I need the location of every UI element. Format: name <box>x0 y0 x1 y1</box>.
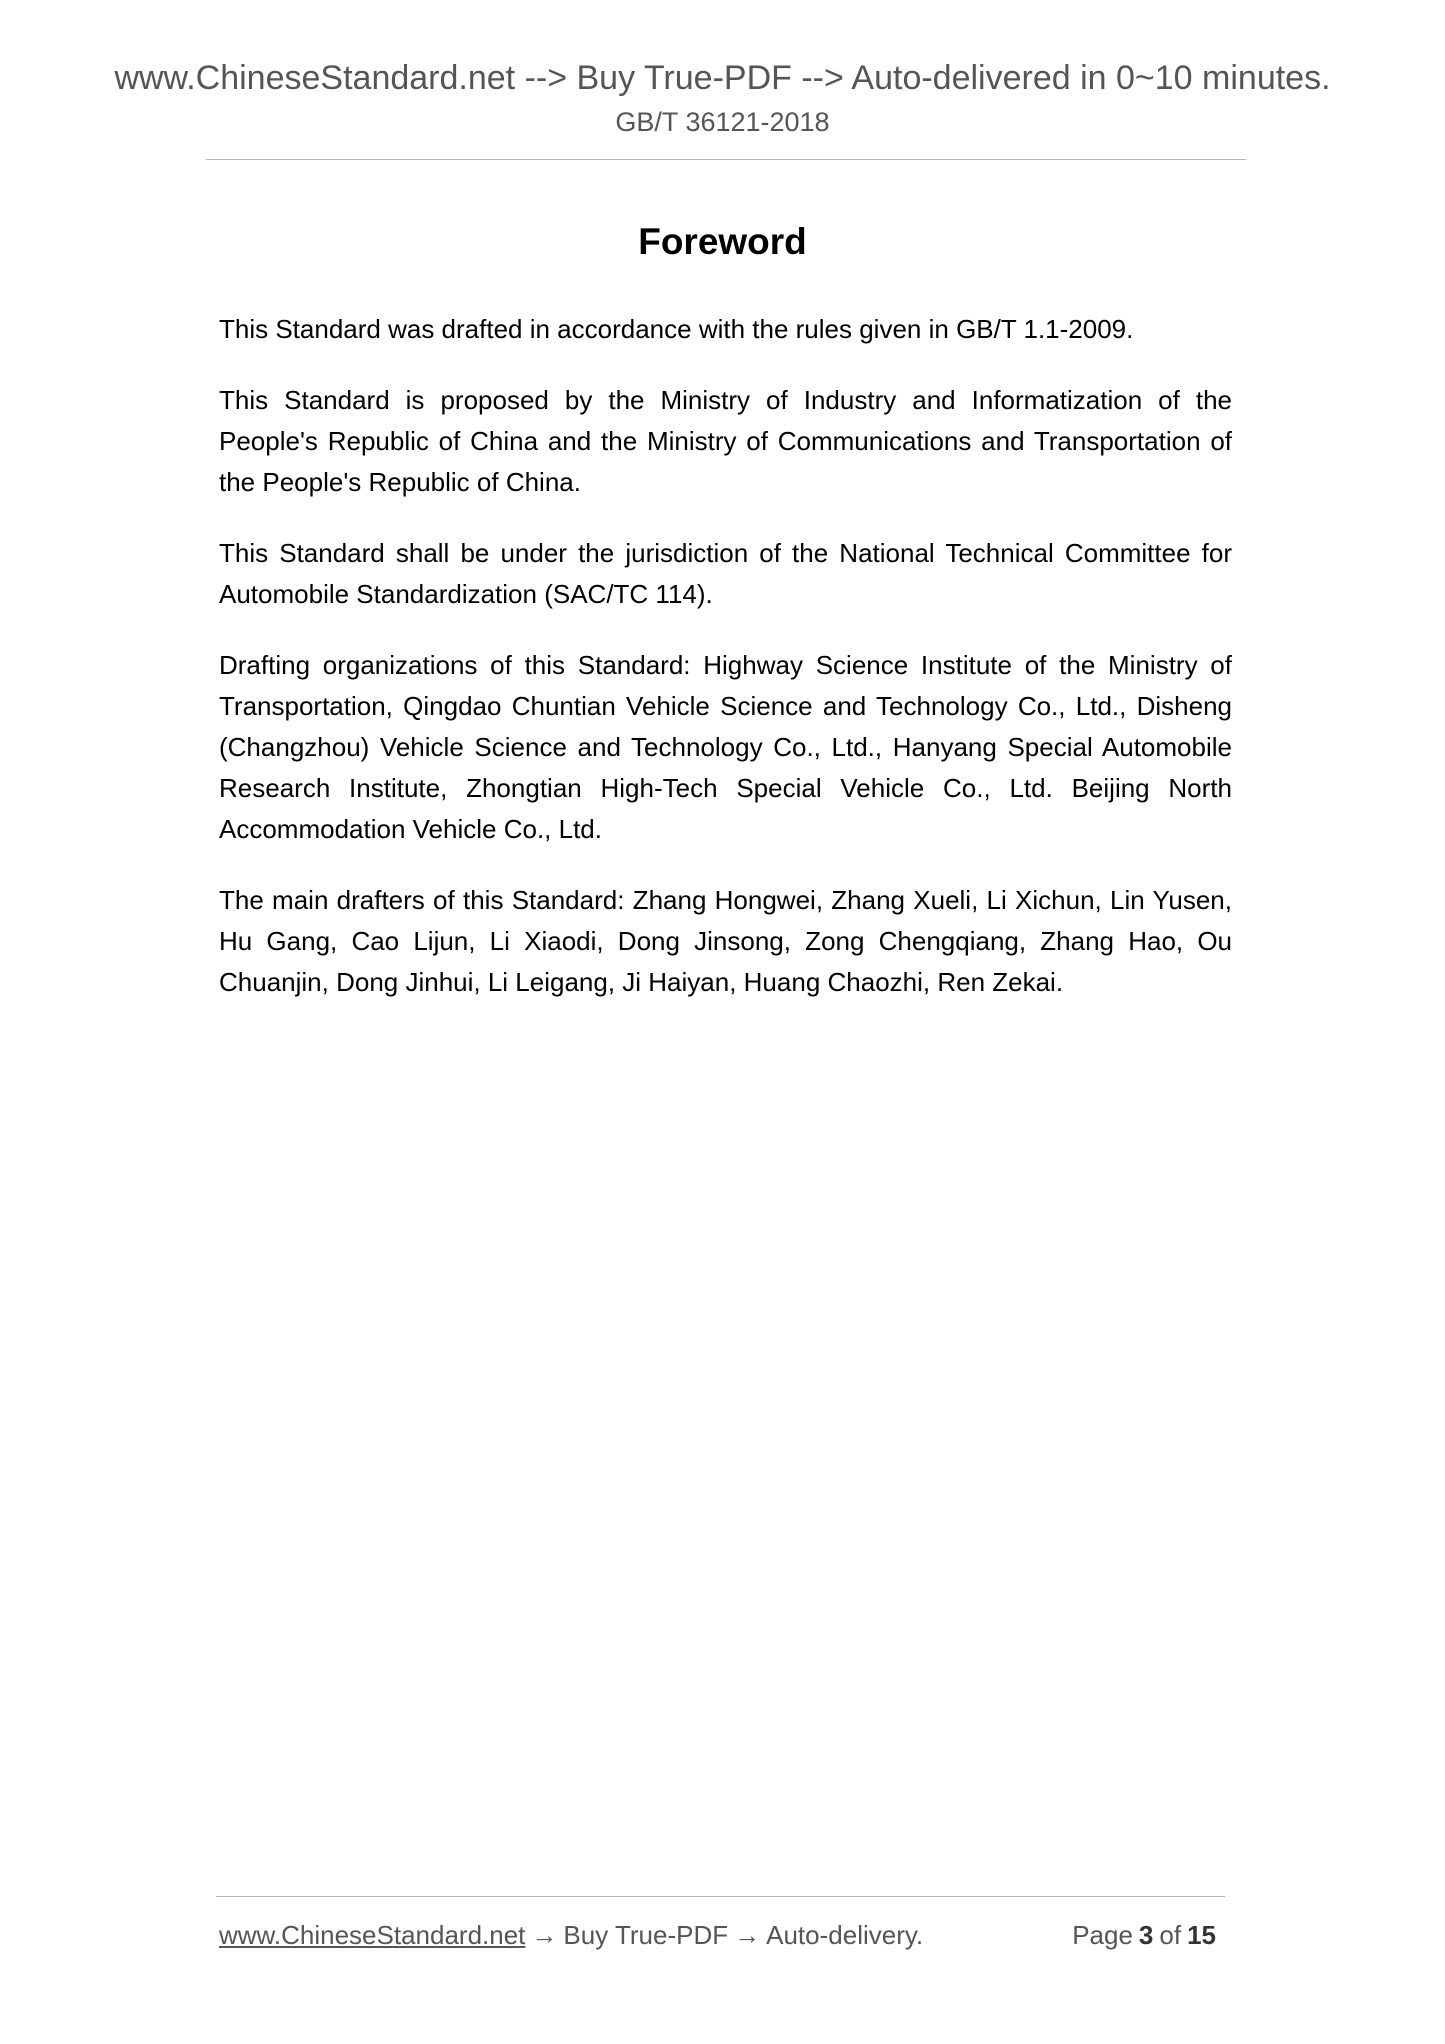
paragraph-jurisdiction: This Standard shall be under the jurisdiction of the National Technical Committee for Automobile Standardization (SAC/TC 114). <box>219 538 1232 609</box>
page-current: 3 <box>1138 1920 1154 1950</box>
document-code: GB/T 36121-2018 <box>615 107 830 137</box>
footer-site-link[interactable]: www.ChineseStandard.net <box>219 1920 526 1950</box>
top-banner: www.ChineseStandard.net --> Buy True-PDF --> Auto-delivered in 0~10 minutes. <box>114 59 1331 97</box>
footer-promo <box>219 1915 923 1955</box>
paragraph-drafting-organizations: Drafting organizations of this Standard: Highway Science Institute of the Ministry of Transportation, Qingdao Chuntian Vehicle Science and Technology Co., Ltd., Disheng (Changzhou) Vehicle Science and Technology Co., Ltd., Hanyang Special Automobile Research Institute, Zhongtian High-Tech Special Vehicle Co., Ltd. Beijing North Accommodation Vehicle Co., Ltd. <box>219 650 1232 844</box>
page-title: Foreword <box>638 221 807 262</box>
page-indicator <box>1072 1915 1222 1955</box>
footer <box>219 1915 1232 1955</box>
page-of-label: of <box>1159 1920 1182 1950</box>
paragraph-main-drafters: The main drafters of this Standard: Zhang Hongwei, Zhang Xueli, Li Xichun, Lin Yusen, Hu Gang, Cao Lijun, Li Xiaodi, Dong Jinsong, Zong Chengqiang, Zhang Hao, Ou Chuanjin, Dong Jinhui, Li Leigang, Ji Haiyan, Huang Chaozhi, Ren Zekai. <box>219 885 1232 997</box>
page-total: 15 <box>1187 1920 1216 1950</box>
paragraph-drafting-rules: This Standard was drafted in accordance with the rules given in GB/T 1.1-2009. <box>219 314 1134 344</box>
header-divider <box>206 159 1246 160</box>
paragraph-proposer: This Standard is proposed by the Ministry of Industry and Informatization of the People's Republic of China and the Ministry of Communications and Transportation of the People's Republic of China. <box>219 385 1232 497</box>
footer-delivery-text: Auto-delivery. <box>766 1920 924 1950</box>
footer-buy-text: Buy True-PDF <box>563 1920 729 1950</box>
footer-divider <box>216 1896 1225 1897</box>
foreword-body <box>219 309 1232 1033</box>
arrow-right-icon: → <box>734 1920 761 1950</box>
arrow-right-icon: → <box>531 1920 558 1950</box>
page-label: Page <box>1072 1920 1133 1950</box>
